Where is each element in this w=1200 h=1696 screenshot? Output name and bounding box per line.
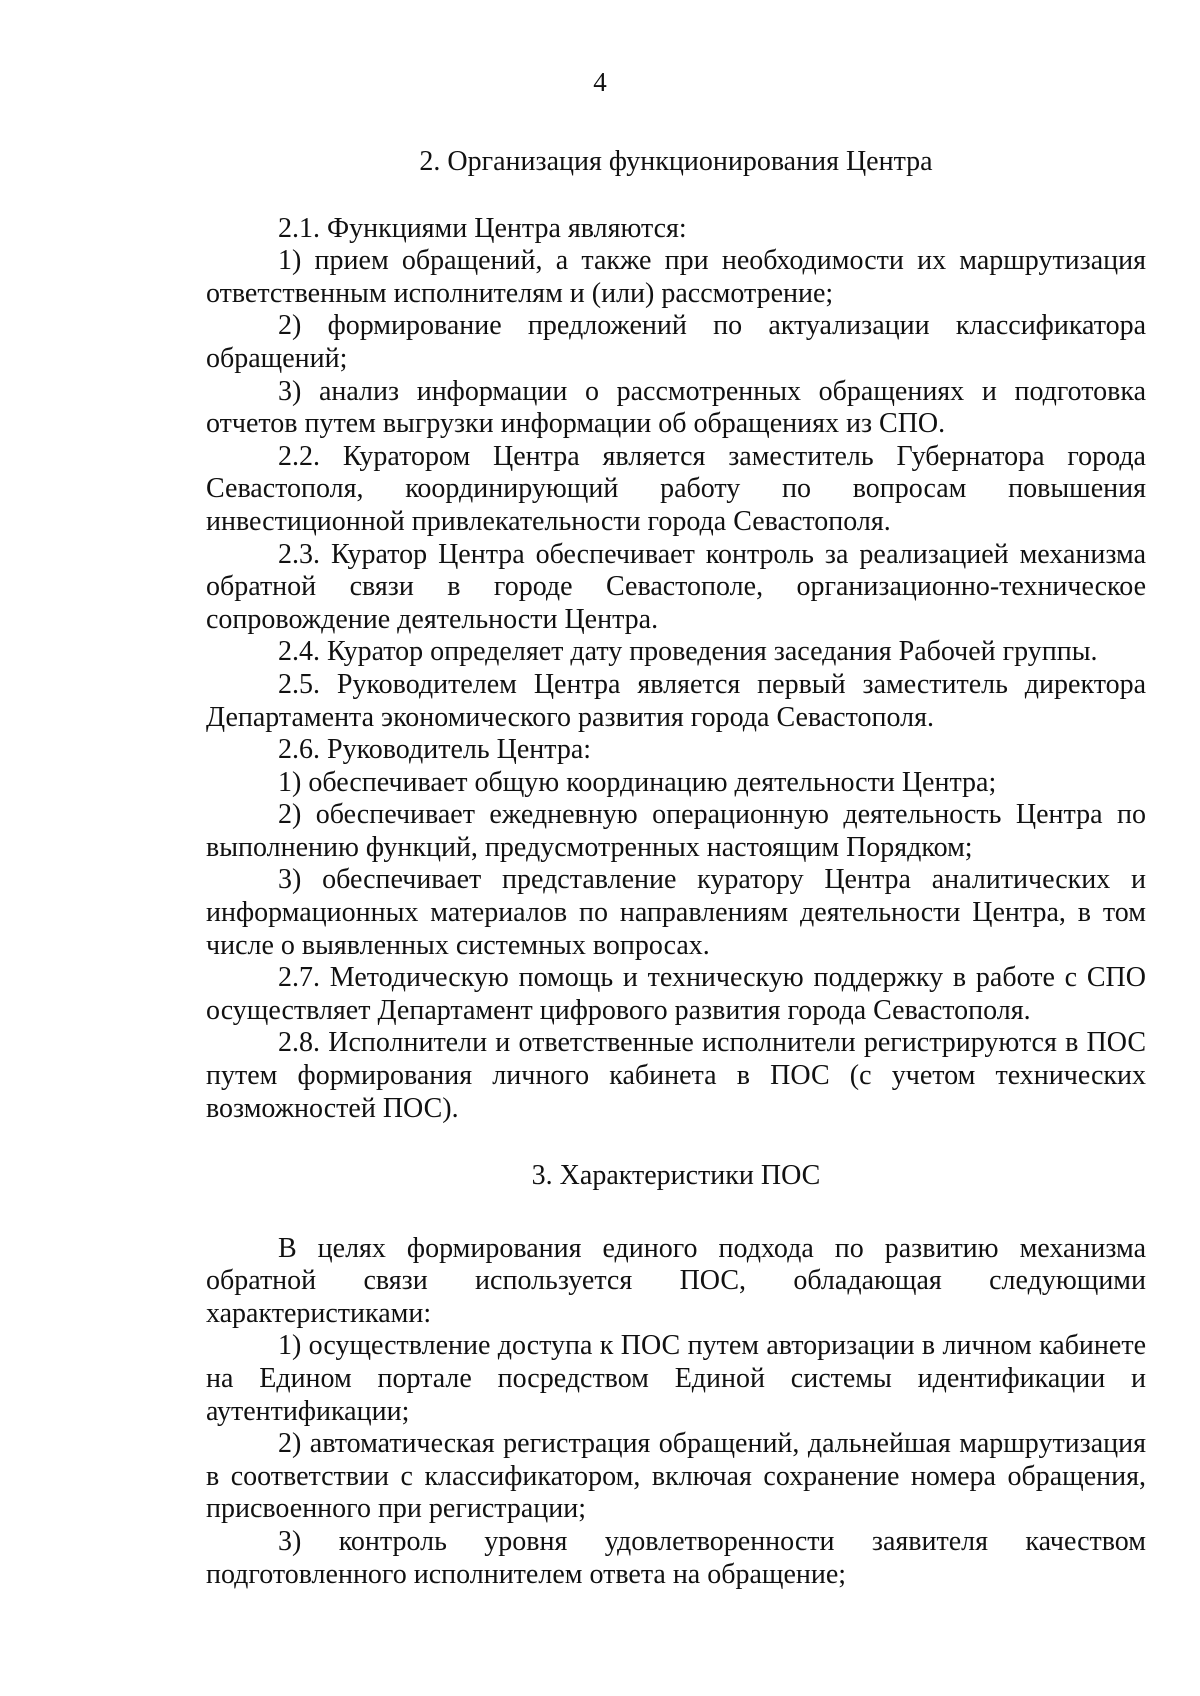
paragraph: 2.6. Руководитель Центра: bbox=[278, 734, 592, 766]
paragraph: 3) анализ информации о рассмотренных обращениях и подготовка отчетов путем выгрузки информации об обращениях из СПО. bbox=[206, 375, 1146, 440]
paragraph: 1) прием обращений, а также при необходимости их маршрутизация ответственным исполнителям и (или) рассмотрение; bbox=[206, 245, 1146, 309]
paragraph: 2.5. Руководителем Центра является первый заместитель директора Департамента экономического развития города Севастополя. bbox=[206, 668, 1146, 733]
paragraph: 2.4. Куратор определяет дату проведения заседания Рабочей группы. bbox=[278, 636, 1098, 668]
paragraph: 3) обеспечивает представление куратору Центра аналитических и информационных материалов по направлениям деятельности Центра, в том числе о выявленных системных вопросах. bbox=[206, 864, 1146, 961]
paragraph: 2.3. Куратор Центра обеспечивает контроль за реализацией механизма обратной связи в городе Севастополе, организационно-техническое сопровождение деятельности Центра. bbox=[206, 538, 1146, 635]
paragraph: 3) контроль уровня удовлетворенности заявителя качеством подготовленного исполнителем ответа на обращение; bbox=[206, 1525, 1146, 1590]
paragraph: 1) обеспечивает общую координацию деятельности Центра; bbox=[278, 766, 997, 798]
section-3 bbox=[206, 1160, 1146, 1591]
paragraph: 2) обеспечивает ежедневную операционную деятельность Центра по выполнению функций, предусмотренных настоящим Порядком; bbox=[206, 799, 1146, 863]
page-number: 4 bbox=[593, 67, 607, 97]
paragraph: 2.1. Функциями Центра являются: bbox=[278, 212, 687, 244]
paragraph: 2) автоматическая регистрация обращений, дальнейшая маршрутизация в соответствии с классификатором, включая сохранение номера обращения, присвоенного при регистрации; bbox=[206, 1428, 1146, 1525]
section-2 bbox=[206, 146, 1146, 1125]
section-heading: 2. Организация функционирования Центра bbox=[419, 146, 933, 177]
paragraph: 2.7. Методическую помощь и техническую поддержку в работе с СПО осуществляет Департамент цифрового развития города Севастополя. bbox=[206, 962, 1146, 1026]
paragraph: В целях формирования единого подхода по развитию механизма обратной связи используется ПОС, обладающая следующими характеристиками: bbox=[206, 1232, 1146, 1329]
paragraph: 2.8. Исполнители и ответственные исполнители регистрируются в ПОС путем формирования личного кабинета в ПОС (с учетом технических возможностей ПОС). bbox=[206, 1027, 1146, 1124]
paragraph: 1) осуществление доступа к ПОС путем авторизации в личном кабинете на Едином портале посредством Единой системы идентификации и аутентификации; bbox=[206, 1330, 1146, 1427]
section-heading: 3. Характеристики ПОС bbox=[531, 1160, 821, 1191]
paragraph: 2) формирование предложений по актуализации классификатора обращений; bbox=[206, 310, 1146, 374]
paragraph: 2.2. Куратором Центра является заместитель Губернатора города Севастополя, координирующий работу по вопросам повышения инвестиционной привлекательности города Севастополя. bbox=[206, 440, 1146, 537]
